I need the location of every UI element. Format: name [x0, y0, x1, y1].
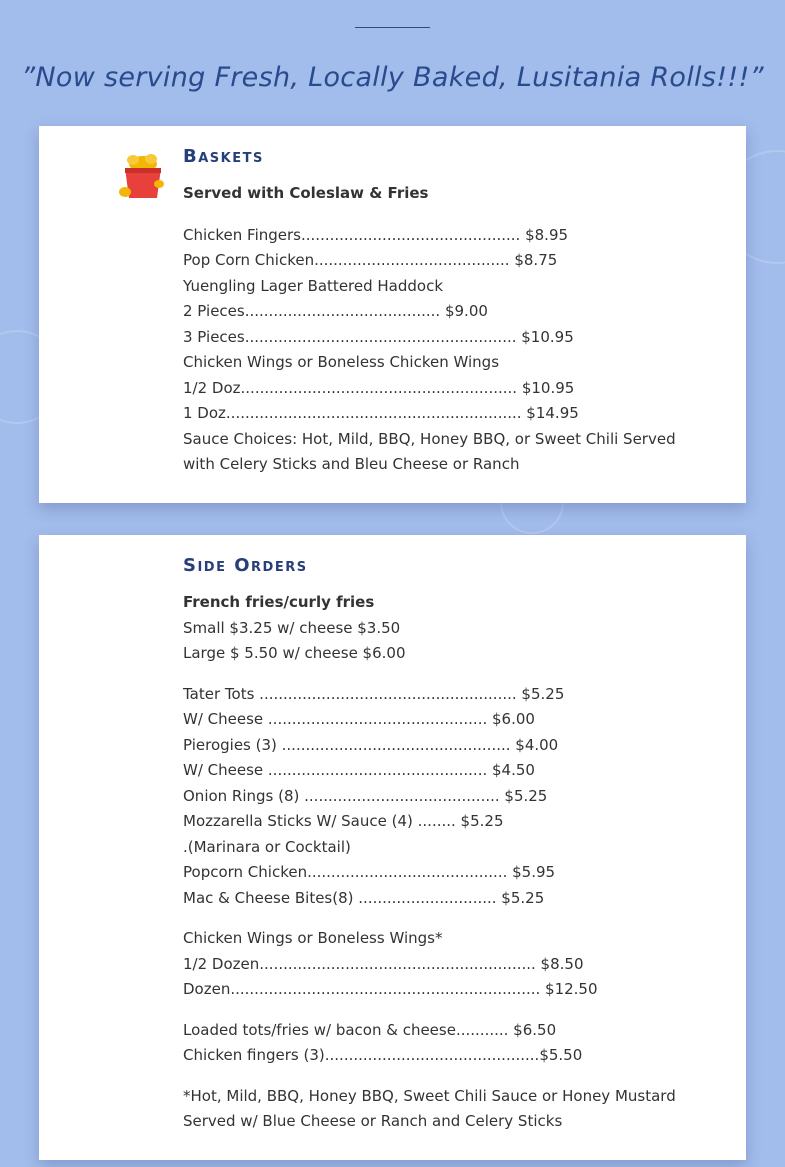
menu-item: W/ Cheese .............................................. $6.00 — [183, 710, 535, 728]
section-title-baskets: Baskets — [183, 146, 264, 167]
menu-item: Chicken Fingers.............................................. $8.95 — [183, 225, 569, 244]
top-divider — [355, 27, 430, 28]
menu-item: 1/2 Doz.......................................................... $10.95 — [183, 378, 575, 397]
menu-item: Onion Rings (8) ......................................... $5.25 — [183, 786, 548, 805]
menu-item: Chicken Wings or Boneless Wings* — [183, 929, 443, 947]
menu-item: Yuengling Lager Battered Haddock — [183, 276, 444, 295]
menu-item: 2 Pieces......................................... $9.00 — [183, 302, 488, 320]
menu-item: 1 Doz.............................................................. $14.95 — [183, 404, 579, 422]
menu-item: Chicken Wings or Boneless Chicken Wings — [183, 353, 500, 371]
menu-item: Loaded tots/fries w/ bacon & cheese........... $6.50 — [183, 1020, 557, 1039]
menu-item: .(Marinara or Cocktail) — [183, 837, 351, 856]
menu-item: Small $3.25 w/ cheese $3.50 — [183, 618, 401, 637]
menu-item: 1/2 Dozen.......................................................... $8.50 — [183, 954, 584, 973]
footnote: *Hot, Mild, BBQ, Honey BBQ, Sweet Chili Sauce or Honey Mustard Served w/ Blue Cheese or Ranch and Celery Sticks — [183, 1086, 676, 1130]
menu-item: Popcorn Chicken.......................................... $5.95 — [183, 863, 556, 881]
sauce-note: Sauce Choices: Hot, Mild, BBQ, Honey BBQ, or Sweet Chili Served with Celery Sticks and Bleu Cheese or Ranch — [183, 429, 676, 473]
menu-item: Mac & Cheese Bites(8) ............................. $5.25 — [183, 888, 545, 907]
menu-item: Tater Tots ...................................................... $5.25 — [183, 684, 565, 703]
tagline: ”Now serving Fresh, Locally Baked, Lusitania Rolls!!!” — [21, 62, 764, 93]
menu-item: Large $ 5.50 w/ cheese $6.00 — [183, 644, 406, 662]
menu-item: 3 Pieces......................................................... $10.95 — [183, 327, 574, 346]
baskets-content — [183, 181, 703, 478]
menu-item: Chicken fingers (3).............................................$5.50 — [183, 1046, 583, 1064]
baskets-subtitle: Served with Coleslaw & Fries — [183, 184, 429, 202]
menu-item: Mozzarella Sticks W/ Sauce (4) ........ $5.25 — [183, 812, 504, 830]
menu-item: Dozen................................................................. $12.50 — [183, 980, 598, 998]
side-orders-card — [39, 535, 746, 1160]
fries-heading: French fries/curly fries — [183, 593, 375, 611]
menu-item: W/ Cheese .............................................. $4.50 — [183, 761, 535, 779]
baskets-card — [39, 126, 746, 503]
side-orders-content — [183, 590, 703, 1135]
menu-item: Pop Corn Chicken......................................... $8.75 — [183, 251, 558, 269]
menu-item: Pierogies (3) ................................................ $4.00 — [183, 735, 559, 754]
chicken-bucket-icon — [119, 150, 167, 202]
section-title-side-orders: Side Orders — [183, 555, 308, 576]
